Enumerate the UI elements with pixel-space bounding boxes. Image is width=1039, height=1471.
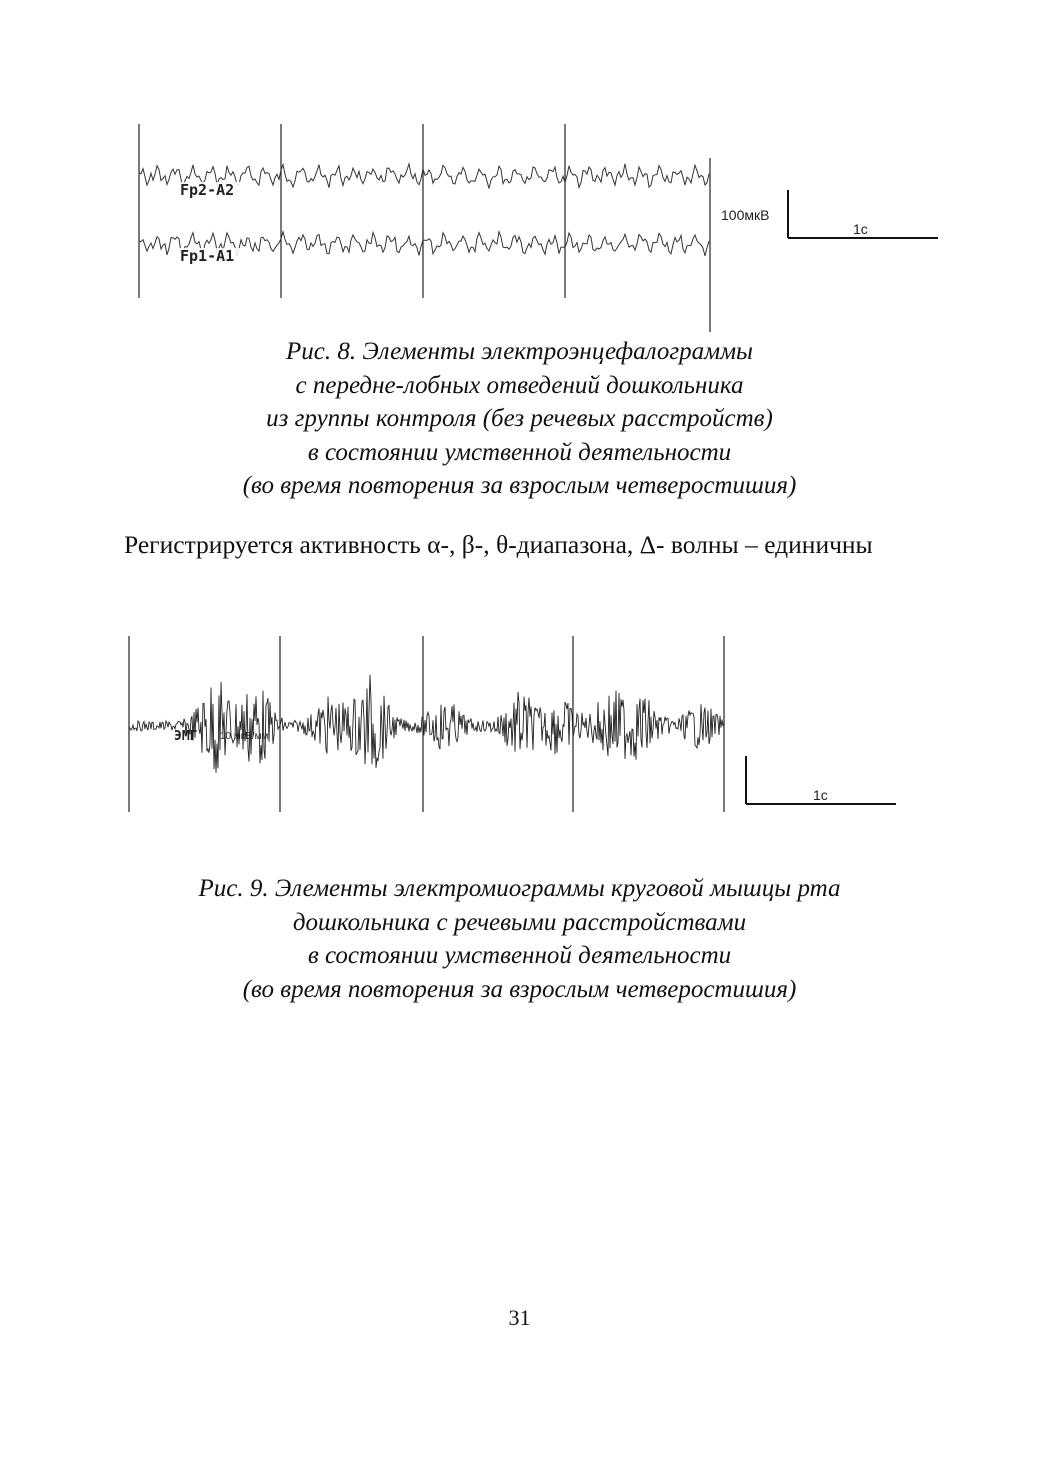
- lead-label-fp2-a2: Fp2-A2: [180, 181, 235, 199]
- page-number: 31: [508, 1305, 531, 1330]
- caption-line: (во время повторения за взрослым четверостишия): [242, 975, 797, 1003]
- emg-figure: [0, 630, 1039, 830]
- eeg-figure: [0, 118, 1039, 340]
- eeg-traces: [139, 164, 709, 256]
- caption-line: Рис. 9. Элементы электромиограммы круговой мышцы рта: [198, 875, 841, 902]
- emg-trace: [129, 675, 724, 773]
- caption-line: с передне-лобных отведений дошкольника: [295, 371, 744, 399]
- caption-line: (во время повторения за взрослым четверостишия): [242, 472, 797, 499]
- emg-trace-line: [129, 675, 724, 773]
- time-scale-label: 1с: [853, 221, 868, 237]
- emg-amplitude-label: 10 мкВ/мм: [220, 731, 269, 742]
- caption-line: из группы контроля (без речевых расстройств): [266, 405, 773, 432]
- scale-bar: [746, 756, 896, 804]
- caption-line: дошкольника с речевыми расстройствами: [292, 908, 747, 936]
- figure-9-caption: [0, 872, 1039, 1006]
- caption-line: в состоянии умственной деятельности: [307, 438, 732, 466]
- caption-line: в состоянии умственной деятельности: [307, 942, 732, 969]
- body-paragraph: Регистрируется активность α-, β-, θ-диапазона, Δ- волны – единичны: [124, 530, 873, 559]
- amplitude-scale-label: 100мкВ: [721, 207, 770, 223]
- time-scale-label: 1с: [813, 787, 828, 803]
- second-markers: [139, 124, 710, 332]
- lead-label-fp1-a1: Fp1-A1: [180, 247, 235, 265]
- figure-8-caption: [0, 335, 1039, 503]
- emg-lead-label: ЭМГ: [174, 729, 198, 744]
- caption-line: Рис. 8. Элементы электроэнцефалограммы: [286, 338, 753, 365]
- scale-bar: [721, 190, 938, 238]
